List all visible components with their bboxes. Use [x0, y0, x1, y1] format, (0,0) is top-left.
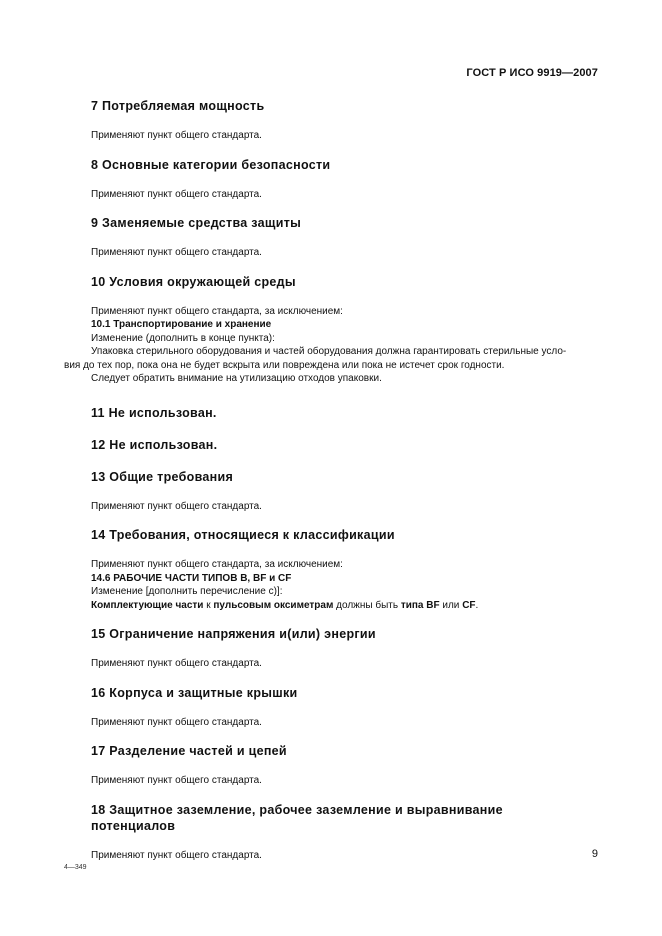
- document-header: ГОСТ Р ИСО 9919—2007: [466, 67, 598, 79]
- section-15-body: Применяют пункт общего стандарта.: [91, 658, 262, 669]
- section-18-title-line1: 18 Защитное заземление, рабочее заземление и выравнивание: [91, 802, 503, 817]
- section-9-body: Применяют пункт общего стандарта.: [91, 247, 262, 258]
- section-9-title: 9 Заменяемые средства защиты: [91, 216, 302, 230]
- section-17-title: 17 Разделение частей и цепей: [91, 744, 287, 758]
- section-10-title: 10 Условия окружающей среды: [91, 274, 296, 289]
- section-12-title: 12 Не использован.: [91, 437, 218, 452]
- section-8-title: 8 Основные категории безопасности: [91, 157, 331, 172]
- section-16-title: 16 Корпуса и защитные крышки: [91, 685, 298, 700]
- section-15-title: 15 Ограничение напряжения и(или) энергии: [91, 627, 376, 641]
- section-10-para1: Упаковка стерильного оборудования и частей оборудования должна гарантировать стерильные усло-: [91, 346, 567, 357]
- section-11-title: 11 Не использован.: [91, 405, 217, 420]
- section-16-body: Применяют пункт общего стандарта.: [91, 716, 262, 728]
- page-content: [64, 98, 600, 862]
- section-13-title: 13 Общие требования: [91, 469, 234, 484]
- section-10-line3: Следует обратить внимание на утилизацию отходов упаковки.: [91, 373, 382, 384]
- section-14-title: 14 Требования, относящиеся к классификации: [91, 528, 395, 542]
- section-18-title-line2: потенциалов: [91, 818, 176, 833]
- section-10-line1: Применяют пункт общего стандарта, за исключением:: [91, 305, 343, 317]
- section-7-body: Применяют пункт общего стандарта.: [91, 130, 262, 141]
- section-10-1-subtitle: 10.1 Транспортирование и хранение: [91, 319, 272, 330]
- section-18-body: Применяют пункт общего стандарта.: [91, 849, 262, 861]
- footer-code: 4—349: [64, 864, 87, 871]
- page-number: 9: [591, 848, 598, 860]
- section-14-6-subtitle: 14.6 РАБОЧИЕ ЧАСТИ ТИПОВ B, BF и CF: [91, 572, 292, 584]
- section-13-body: Применяют пункт общего стандарта.: [91, 500, 262, 512]
- section-8-body: Применяют пункт общего стандарта.: [91, 188, 262, 200]
- section-17-body: Применяют пункт общего стандарта.: [91, 775, 262, 786]
- section-10-line2: Изменение (дополнить в конце пункта):: [91, 332, 275, 344]
- section-7-title: 7 Потребляемая мощность: [91, 99, 265, 113]
- section-10-para2: вия до тех пор, пока она не будет вскрыта или повреждена или пока не истечет срок годности.: [64, 359, 505, 371]
- section-14-line1: Применяют пункт общего стандарта, за исключением:: [91, 559, 343, 570]
- section-14-line3: Комплектующие части к пульсовым оксиметрам должны быть типа BF или CF.: [91, 599, 479, 611]
- section-14-line2: Изменение [дополнить перечисление с)]:: [91, 586, 283, 597]
